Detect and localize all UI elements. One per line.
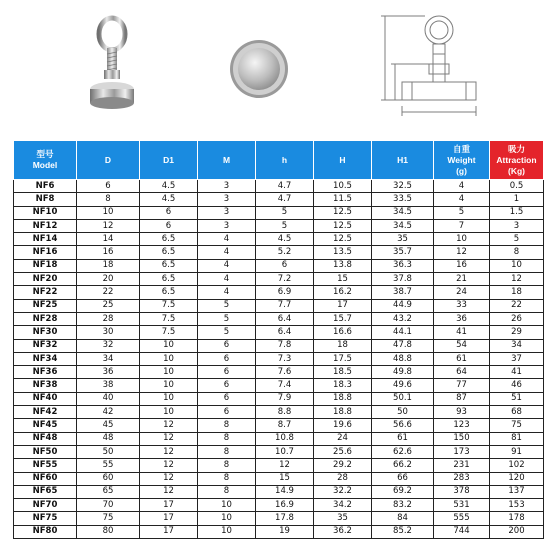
table-cell: 8	[198, 485, 256, 498]
table-cell: 18	[314, 339, 372, 352]
table-cell: 1	[490, 193, 544, 206]
table-cell: 5	[198, 299, 256, 312]
table-cell: NF45	[14, 419, 77, 432]
table-cell: 3	[198, 180, 256, 193]
table-cell: 35	[314, 512, 372, 525]
table-cell: 8	[198, 472, 256, 485]
table-cell: 93	[434, 406, 490, 419]
table-cell: 7.6	[256, 366, 314, 379]
table-cell: 61	[372, 432, 434, 445]
table-cell: 15	[256, 472, 314, 485]
table-cell: 4.5	[256, 233, 314, 246]
table-cell: 56.6	[372, 419, 434, 432]
table-cell: 17.8	[256, 512, 314, 525]
table-cell: 75	[77, 512, 140, 525]
table-cell: 64	[434, 366, 490, 379]
table-cell: 744	[434, 525, 490, 538]
table-cell: 7.4	[256, 379, 314, 392]
table-cell: 6	[198, 352, 256, 365]
table-cell: NF65	[14, 485, 77, 498]
table-cell: NF36	[14, 366, 77, 379]
table-cell: 173	[434, 445, 490, 458]
table-cell: 17	[140, 525, 198, 538]
table-cell: NF18	[14, 259, 77, 272]
table-cell: 16	[434, 259, 490, 272]
table-row	[14, 525, 544, 538]
table-row	[14, 299, 544, 312]
table-cell: 33	[434, 299, 490, 312]
table-cell: 4.7	[256, 180, 314, 193]
table-cell: 36	[77, 366, 140, 379]
table-cell: NF25	[14, 299, 77, 312]
table-cell: NF38	[14, 379, 77, 392]
table-cell: 43.2	[372, 312, 434, 325]
table-row	[14, 459, 544, 472]
table-cell: 10	[490, 259, 544, 272]
table-cell: 38.7	[372, 286, 434, 299]
table-cell: 81	[490, 432, 544, 445]
table-cell: 8	[490, 246, 544, 259]
table-cell: 29.2	[314, 459, 372, 472]
table-cell: NF55	[14, 459, 77, 472]
table-cell: 12	[140, 472, 198, 485]
table-cell: 32	[77, 339, 140, 352]
table-row	[14, 339, 544, 352]
table-cell: 70	[77, 499, 140, 512]
table-cell: 15	[314, 273, 372, 286]
table-cell: 18.3	[314, 379, 372, 392]
table-cell: 33.5	[372, 193, 434, 206]
table-cell: 34.5	[372, 219, 434, 232]
table-row	[14, 432, 544, 445]
table-cell: 12.5	[314, 206, 372, 219]
table-cell: NF14	[14, 233, 77, 246]
table-cell: 1.5	[490, 206, 544, 219]
table-cell: 10.7	[256, 445, 314, 458]
table-cell: 20	[77, 273, 140, 286]
table-cell: 4	[198, 286, 256, 299]
table-cell: 6.9	[256, 286, 314, 299]
table-cell: 77	[434, 379, 490, 392]
table-cell: 200	[490, 525, 544, 538]
table-row	[14, 379, 544, 392]
table-cell: 178	[490, 512, 544, 525]
table-cell: 50.1	[372, 392, 434, 405]
table-cell: 5	[198, 326, 256, 339]
table-cell: NF70	[14, 499, 77, 512]
table-cell: 4	[434, 193, 490, 206]
table-cell: 4	[434, 180, 490, 193]
table-cell: 14.9	[256, 485, 314, 498]
table-cell: 18.5	[314, 366, 372, 379]
table-cell: 12	[77, 219, 140, 232]
spec-table	[13, 140, 544, 539]
table-cell: 85.2	[372, 525, 434, 538]
table-cell: 48.8	[372, 352, 434, 365]
table-cell: 6	[198, 379, 256, 392]
table-cell: NF50	[14, 445, 77, 458]
table-cell: 18.8	[314, 392, 372, 405]
table-row	[14, 512, 544, 525]
table-cell: 10	[198, 499, 256, 512]
table-cell: 6	[198, 406, 256, 419]
table-cell: 51	[490, 392, 544, 405]
table-cell: 7.9	[256, 392, 314, 405]
table-cell: 5	[490, 233, 544, 246]
col-header-h: H	[314, 141, 372, 180]
table-cell: 15.7	[314, 312, 372, 325]
table-cell: NF32	[14, 339, 77, 352]
table-cell: 8	[77, 193, 140, 206]
table-cell: 38	[77, 379, 140, 392]
table-cell: 16	[77, 246, 140, 259]
table-cell: 5	[198, 312, 256, 325]
table-cell: 66.2	[372, 459, 434, 472]
table-cell: 16.2	[314, 286, 372, 299]
table-cell: 10	[198, 512, 256, 525]
table-cell: 4.5	[140, 180, 198, 193]
table-cell: 25	[77, 299, 140, 312]
table-cell: 7.7	[256, 299, 314, 312]
table-cell: 22	[77, 286, 140, 299]
table-cell: 55	[77, 459, 140, 472]
table-cell: 10	[140, 339, 198, 352]
table-row	[14, 259, 544, 272]
header-row	[14, 141, 544, 180]
table-cell: 28	[314, 472, 372, 485]
table-cell: 5.2	[256, 246, 314, 259]
col-header-h1: H1	[372, 141, 434, 180]
table-cell: NF28	[14, 312, 77, 325]
table-cell: 150	[434, 432, 490, 445]
table-cell: 3	[198, 219, 256, 232]
table-cell: 12	[140, 459, 198, 472]
table-cell: 26	[490, 312, 544, 325]
table-cell: 10	[140, 379, 198, 392]
table-cell: 29	[490, 326, 544, 339]
table-row	[14, 419, 544, 432]
table-cell: 6.5	[140, 273, 198, 286]
col-header-attraction: 吸力 Attraction (Kg)	[490, 141, 544, 180]
table-cell: 10	[198, 525, 256, 538]
table-cell: 3	[490, 219, 544, 232]
table-cell: 10	[140, 352, 198, 365]
table-cell: 45	[77, 419, 140, 432]
table-cell: 42	[77, 406, 140, 419]
table-cell: 6.4	[256, 326, 314, 339]
col-header-h-small: h	[256, 141, 314, 180]
table-cell: 46	[490, 379, 544, 392]
table-cell: 12	[140, 432, 198, 445]
table-cell: 54	[434, 339, 490, 352]
table-cell: 10	[140, 406, 198, 419]
product-images	[0, 0, 550, 140]
table-cell: 12	[256, 459, 314, 472]
table-cell: 102	[490, 459, 544, 472]
table-cell: 7.3	[256, 352, 314, 365]
table-cell: 555	[434, 512, 490, 525]
table-row	[14, 352, 544, 365]
table-cell: 17	[314, 299, 372, 312]
technical-drawing	[365, 8, 505, 133]
table-cell: 5	[434, 206, 490, 219]
table-cell: 12.5	[314, 233, 372, 246]
table-cell: 34.5	[372, 206, 434, 219]
table-row	[14, 326, 544, 339]
table-cell: 4	[198, 246, 256, 259]
table-cell: 6.5	[140, 246, 198, 259]
table-cell: 8.8	[256, 406, 314, 419]
table-cell: 10.8	[256, 432, 314, 445]
table-cell: 6	[198, 366, 256, 379]
table-cell: 283	[434, 472, 490, 485]
table-cell: 91	[490, 445, 544, 458]
table-cell: NF22	[14, 286, 77, 299]
table-row	[14, 273, 544, 286]
table-cell: 66	[372, 472, 434, 485]
table-cell: 7.8	[256, 339, 314, 352]
table-cell: NF12	[14, 219, 77, 232]
table-row	[14, 193, 544, 206]
table-row	[14, 219, 544, 232]
table-cell: 231	[434, 459, 490, 472]
table-cell: 6	[198, 339, 256, 352]
table-cell: 6.5	[140, 259, 198, 272]
table-cell: 3	[198, 206, 256, 219]
table-cell: 12	[434, 246, 490, 259]
table-cell: 7	[434, 219, 490, 232]
table-cell: 41	[490, 366, 544, 379]
table-cell: 84	[372, 512, 434, 525]
table-cell: 6	[256, 259, 314, 272]
table-cell: 36.2	[314, 525, 372, 538]
table-cell: 8	[198, 445, 256, 458]
col-header-d: D	[77, 141, 140, 180]
table-cell: 35.7	[372, 246, 434, 259]
table-cell: NF40	[14, 392, 77, 405]
table-cell: 75	[490, 419, 544, 432]
table-cell: 10	[77, 206, 140, 219]
table-cell: 34.2	[314, 499, 372, 512]
table-cell: 7.2	[256, 273, 314, 286]
table-cell: 123	[434, 419, 490, 432]
table-cell: 13.8	[314, 259, 372, 272]
table-cell: 18.8	[314, 406, 372, 419]
table-cell: 4.7	[256, 193, 314, 206]
table-cell: 87	[434, 392, 490, 405]
table-cell: 22	[490, 299, 544, 312]
table-body	[14, 180, 544, 539]
table-cell: 10	[434, 233, 490, 246]
table-cell: 6.5	[140, 286, 198, 299]
table-cell: 16.6	[314, 326, 372, 339]
table-row	[14, 499, 544, 512]
table-row	[14, 406, 544, 419]
table-cell: 8	[198, 459, 256, 472]
table-cell: 49.8	[372, 366, 434, 379]
table-cell: 12	[490, 273, 544, 286]
table-cell: 32.2	[314, 485, 372, 498]
table-cell: 137	[490, 485, 544, 498]
table-cell: 8.7	[256, 419, 314, 432]
table-cell: 6	[140, 206, 198, 219]
table-cell: NF80	[14, 525, 77, 538]
table-cell: 153	[490, 499, 544, 512]
table-cell: 6	[77, 180, 140, 193]
table-cell: 11.5	[314, 193, 372, 206]
table-cell: 24	[434, 286, 490, 299]
table-row	[14, 485, 544, 498]
table-cell: 7.5	[140, 312, 198, 325]
table-cell: 19	[256, 525, 314, 538]
table-cell: 36.3	[372, 259, 434, 272]
table-row	[14, 206, 544, 219]
table-cell: 65	[77, 485, 140, 498]
table-row	[14, 366, 544, 379]
table-cell: 8	[198, 432, 256, 445]
table-cell: 35	[372, 233, 434, 246]
table-cell: 44.9	[372, 299, 434, 312]
table-row	[14, 286, 544, 299]
table-cell: 18	[77, 259, 140, 272]
table-cell: 12	[140, 419, 198, 432]
table-row	[14, 392, 544, 405]
table-cell: NF48	[14, 432, 77, 445]
table-cell: 30	[77, 326, 140, 339]
table-cell: 7.5	[140, 299, 198, 312]
table-cell: 24	[314, 432, 372, 445]
table-cell: 83.2	[372, 499, 434, 512]
table-cell: 12.5	[314, 219, 372, 232]
table-cell: 21	[434, 273, 490, 286]
table-cell: 69.2	[372, 485, 434, 498]
table-cell: 32.5	[372, 180, 434, 193]
table-cell: NF60	[14, 472, 77, 485]
table-cell: 50	[77, 445, 140, 458]
table-cell: 18	[490, 286, 544, 299]
table-cell: NF34	[14, 352, 77, 365]
table-cell: 531	[434, 499, 490, 512]
table-cell: 13.5	[314, 246, 372, 259]
table-cell: 0.5	[490, 180, 544, 193]
table-cell: NF8	[14, 193, 77, 206]
table-cell: 34	[490, 339, 544, 352]
table-cell: 6.5	[140, 233, 198, 246]
col-header-model: 型号 Model	[14, 141, 77, 180]
table-cell: 5	[256, 219, 314, 232]
table-cell: 19.6	[314, 419, 372, 432]
table-cell: 41	[434, 326, 490, 339]
table-cell: 8	[198, 419, 256, 432]
table-cell: 4.5	[140, 193, 198, 206]
table-cell: 12	[140, 445, 198, 458]
col-header-m: M	[198, 141, 256, 180]
col-header-d1: D1	[140, 141, 198, 180]
table-cell: 6	[198, 392, 256, 405]
table-cell: 12	[140, 485, 198, 498]
table-cell: 5	[256, 206, 314, 219]
table-cell: 37	[490, 352, 544, 365]
table-cell: NF20	[14, 273, 77, 286]
table-row	[14, 246, 544, 259]
table-cell: 62.6	[372, 445, 434, 458]
table-cell: 68	[490, 406, 544, 419]
table-cell: 17	[140, 512, 198, 525]
table-cell: 10	[140, 392, 198, 405]
table-cell: 7.5	[140, 326, 198, 339]
table-cell: 28	[77, 312, 140, 325]
table-cell: NF75	[14, 512, 77, 525]
table-cell: 60	[77, 472, 140, 485]
table-cell: NF16	[14, 246, 77, 259]
table-cell: 16.9	[256, 499, 314, 512]
table-cell: 17.5	[314, 352, 372, 365]
table-cell: 4	[198, 233, 256, 246]
table-cell: 37.8	[372, 273, 434, 286]
table-cell: 61	[434, 352, 490, 365]
table-row	[14, 312, 544, 325]
table-cell: NF30	[14, 326, 77, 339]
table-cell: 34	[77, 352, 140, 365]
table-row	[14, 233, 544, 246]
table-cell: 120	[490, 472, 544, 485]
product-photo-bottom-icon	[228, 38, 290, 100]
product-photo-side-icon	[70, 10, 150, 125]
table-cell: 47.8	[372, 339, 434, 352]
table-cell: 25.6	[314, 445, 372, 458]
table-cell: 80	[77, 525, 140, 538]
table-cell: 10	[140, 366, 198, 379]
table-cell: 49.6	[372, 379, 434, 392]
table-cell: NF6	[14, 180, 77, 193]
table-cell: 3	[198, 193, 256, 206]
col-header-weight: 自重 Weight (g)	[434, 141, 490, 180]
table-cell: NF42	[14, 406, 77, 419]
table-cell: 378	[434, 485, 490, 498]
table-cell: 6.4	[256, 312, 314, 325]
table-cell: 48	[77, 432, 140, 445]
table-cell: 4	[198, 259, 256, 272]
table-cell: 50	[372, 406, 434, 419]
table-row	[14, 180, 544, 193]
table-cell: 4	[198, 273, 256, 286]
table-cell: 10.5	[314, 180, 372, 193]
table-cell: 17	[140, 499, 198, 512]
table-row	[14, 445, 544, 458]
table-cell: NF10	[14, 206, 77, 219]
table-cell: 40	[77, 392, 140, 405]
table-cell: 36	[434, 312, 490, 325]
table-row	[14, 472, 544, 485]
table-cell: 44.1	[372, 326, 434, 339]
table-cell: 14	[77, 233, 140, 246]
table-cell: 6	[140, 219, 198, 232]
